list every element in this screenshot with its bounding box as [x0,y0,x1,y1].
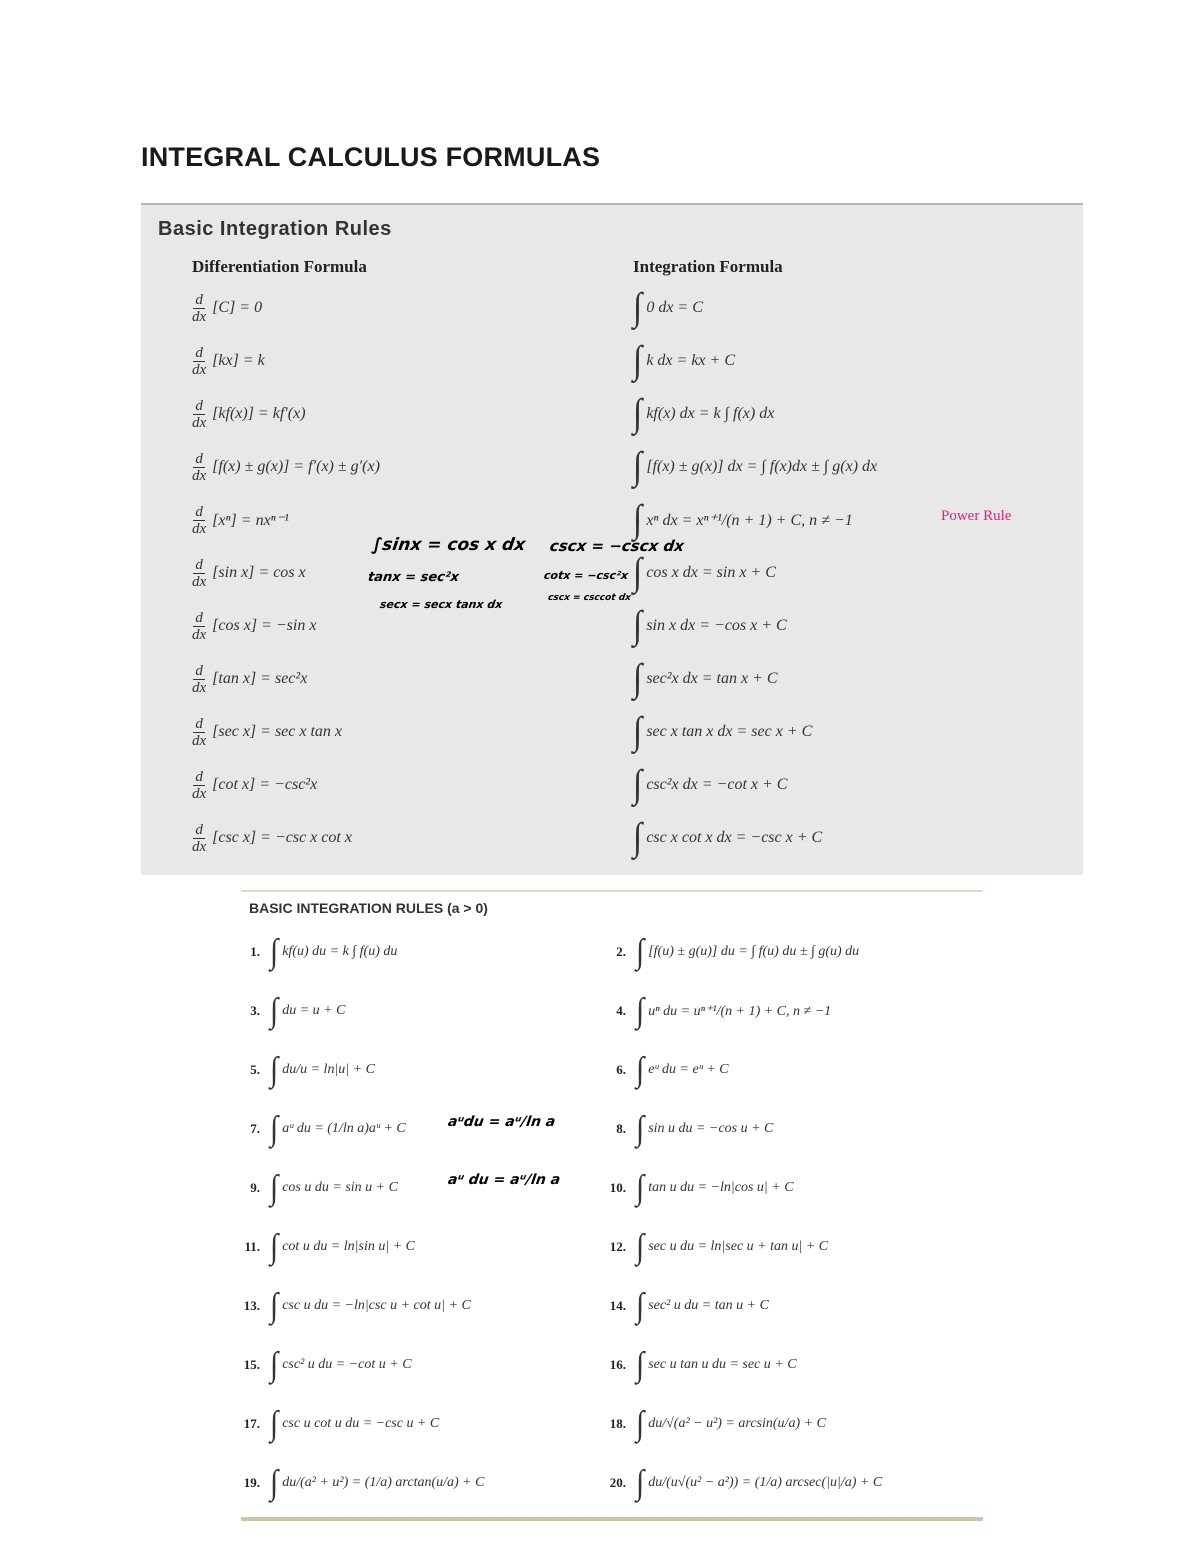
rule-formula: sec² u du = tan u + C [648,1298,769,1313]
integral-sign: ∫ [633,710,643,753]
derivative-expression: [C] = 0 [212,299,263,316]
derivative-expression: [f(x) ± g(x)] = f′(x) ± g′(x) [212,458,380,475]
integration-rule [232,1282,471,1330]
rule-number: 18. [609,1416,626,1431]
integral-sign: ∫ [633,445,643,488]
integration-rule [232,928,397,976]
panel-heading: Basic Integration Rules [158,218,392,240]
differentiation-column-header: Differentiation Formula [192,257,367,276]
integral-sign: ∫ [636,932,645,971]
integral-sign: ∫ [270,932,279,971]
integration-rule [232,1105,406,1153]
derivative-expression: [cos x] = −sin x [212,617,317,634]
integral-formula [633,603,787,649]
derivative-expression: [cot x] = −csc²x [212,776,318,793]
integration-rule [232,1046,375,1094]
integral-formula [633,285,703,331]
integral-formula [633,815,822,861]
divider [241,890,983,892]
integration-rule [598,1400,826,1448]
rule-formula: cot u du = ln|sin u| + C [282,1239,415,1254]
integral-sign: ∫ [270,991,279,1030]
integral-sign: ∫ [633,816,643,859]
integration-rule [232,1400,439,1448]
derivative-formula [190,338,265,384]
rule-formula: du/(a² + u²) = (1/a) arctan(u/a) + C [282,1475,485,1490]
integral-expression: [f(x) ± g(x)] dx = ∫ f(x)dx ± ∫ g(x) dx [646,458,878,475]
rule-formula: sec u tan u du = sec u + C [648,1357,797,1372]
d-dx-operator: $\frac{d}{dx}$ [192,609,207,643]
d-dx-operator: $\frac{d}{dx}$ [192,662,207,696]
rule-formula: csc² u du = −cot u + C [282,1357,412,1372]
integral-expression: sec x tan x dx = sec x + C [646,723,813,740]
derivative-formula [190,709,342,755]
derivative-formula [190,603,316,649]
rule-number: 11. [244,1239,260,1254]
d-dx-operator: $\frac{d}{dx}$ [192,503,207,537]
integral-formula [633,338,735,384]
power-rule-label: Power Rule [941,508,1012,524]
integral-expression: xⁿ dx = xⁿ⁺¹/(n + 1) + C, n ≠ −1 [646,512,853,529]
integral-formula [633,550,776,596]
handwritten-note: ∫sinx = cos x dx [370,535,527,555]
rule-number: 17. [243,1416,260,1431]
divider [241,1517,983,1521]
integral-sign: ∫ [270,1345,279,1384]
handwritten-note: secx = secx tanx dx [379,598,504,611]
rule-formula: csc u cot u du = −csc u + C [282,1416,440,1431]
rule-number: 16. [609,1357,626,1372]
integral-expression: sin x dx = −cos x + C [646,617,787,634]
derivative-formula [190,391,306,437]
derivative-expression: [kf(x)] = kf′(x) [212,405,306,422]
derivative-formula [190,815,352,861]
integral-sign: ∫ [636,1227,645,1266]
rule-formula: du/(u√(u² − a²)) = (1/a) arcsec(|u|/a) + C [648,1475,883,1490]
integral-sign: ∫ [636,1404,645,1443]
derivative-expression: [sec x] = sec x tan x [212,723,343,740]
derivative-expression: [kx] = k [212,352,265,369]
derivative-expression: [xⁿ] = nxⁿ⁻¹ [212,512,289,529]
rule-formula: cos u du = sin u + C [282,1180,398,1195]
integral-sign: ∫ [636,1286,645,1325]
integral-sign: ∫ [636,1168,645,1207]
rule-number: 15. [243,1357,260,1372]
page-title: INTEGRAL CALCULUS FORMULAS [141,142,601,172]
derivative-formula [190,762,317,808]
integral-expression: k dx = kx + C [646,352,735,369]
rule-formula: sec u du = ln|sec u + tan u| + C [648,1239,829,1254]
rules-heading: BASIC INTEGRATION RULES (a > 0) [249,900,488,916]
d-dx-operator: $\frac{d}{dx}$ [192,344,207,378]
derivative-formula [190,656,307,702]
integration-rule [598,928,859,976]
d-dx-operator: $\frac{d}{dx}$ [192,291,207,325]
integral-expression: csc²x dx = −cot x + C [646,776,788,793]
rule-number: 19. [243,1475,260,1490]
integral-sign: ∫ [633,551,643,594]
integral-sign: ∫ [270,1404,279,1443]
handwritten-note: cotx = −csc²x [543,569,629,582]
derivative-expression: [sin x] = cos x [212,564,306,581]
integral-expression: sec²x dx = tan x + C [646,670,778,687]
integration-rule [598,1282,769,1330]
rule-formula: [f(u) ± g(u)] du = ∫ f(u) du ± ∫ g(u) du [648,944,860,959]
rule-number: 20. [609,1475,626,1490]
rule-formula: du/u = ln|u| + C [282,1062,375,1077]
rule-number: 13. [243,1298,260,1313]
rule-number: 14. [609,1298,626,1313]
integration-rule [598,1223,828,1271]
d-dx-operator: $\frac{d}{dx}$ [192,821,207,855]
integral-formula [633,656,778,702]
rule-number: 7. [250,1121,260,1136]
rule-formula: du = u + C [282,1003,346,1018]
d-dx-operator: $\frac{d}{dx}$ [192,768,207,802]
integral-expression: csc x cot x dx = −csc x + C [646,829,823,846]
d-dx-operator: $\frac{d}{dx}$ [192,397,207,431]
integral-sign: ∫ [633,498,643,541]
integration-rule [232,1341,412,1389]
integration-rule [598,1105,773,1153]
integral-sign: ∫ [636,1345,645,1384]
rule-formula: kf(u) du = k ∫ f(u) du [282,944,398,959]
rule-formula: aᵘ du = (1/ln a)aᵘ + C [282,1121,406,1136]
derivative-formula [190,497,289,543]
derivative-formula [190,550,306,596]
integral-formula [633,444,877,490]
rule-formula: tan u du = −ln|cos u| + C [648,1180,794,1195]
integration-rule [232,1164,398,1212]
handwritten-note: aᵘ du = aᵘ/ln a [446,1172,562,1188]
derivative-formula [190,444,380,490]
integral-sign: ∫ [636,1050,645,1089]
integral-expression: kf(x) dx = k ∫ f(x) dx [646,405,775,422]
integral-sign: ∫ [270,1109,279,1148]
rule-number: 12. [609,1239,626,1254]
integral-formula [633,709,812,755]
integration-rule [598,1341,797,1389]
integral-sign: ∫ [636,1109,645,1148]
integral-expression: cos x dx = sin x + C [646,564,776,581]
integration-rule [232,1459,484,1507]
rule-number: 6. [616,1062,626,1077]
integration-column-header: Integration Formula [633,257,783,276]
integral-sign: ∫ [633,657,643,700]
integration-rule [598,1046,729,1094]
rule-number: 2. [616,944,626,959]
integral-formula [633,762,787,808]
rule-formula: sin u du = −cos u + C [648,1121,774,1136]
integral-sign: ∫ [633,392,643,435]
integral-sign: ∫ [270,1168,279,1207]
handwritten-note: cscx = −cscx dx [548,537,686,555]
rule-formula: csc u du = −ln|csc u + cot u| + C [282,1298,471,1313]
rule-number: 1. [250,944,260,959]
integral-sign: ∫ [270,1286,279,1325]
rule-number: 8. [616,1121,626,1136]
handwritten-note: aᵘdu = aᵘ/ln a [446,1114,557,1130]
derivative-expression: [tan x] = sec²x [212,670,308,687]
handwritten-note: tanx = sec²x [366,570,460,585]
integral-sign: ∫ [633,286,643,329]
rule-number: 3. [250,1003,260,1018]
integration-rule [232,987,345,1035]
integral-sign: ∫ [270,1227,279,1266]
derivative-expression: [csc x] = −csc x cot x [212,829,352,846]
integral-sign: ∫ [636,991,645,1030]
integration-rule [232,1223,415,1271]
integral-sign: ∫ [270,1050,279,1089]
integral-expression: 0 dx = C [646,299,703,316]
rule-number: 5. [250,1062,260,1077]
rule-formula: uⁿ du = uⁿ⁺¹/(n + 1) + C, n ≠ −1 [648,1003,832,1019]
d-dx-operator: $\frac{d}{dx}$ [192,715,207,749]
integral-sign: ∫ [633,763,643,806]
integration-rule [598,1164,794,1212]
integration-rule [598,1459,882,1507]
d-dx-operator: $\frac{d}{dx}$ [192,450,207,484]
d-dx-operator: $\frac{d}{dx}$ [192,556,207,590]
derivative-formula [190,285,262,331]
rule-number: 4. [616,1003,626,1018]
integral-formula [633,391,774,437]
integral-sign: ∫ [633,339,643,382]
rule-formula: eᵘ du = eᵘ + C [648,1062,729,1077]
rule-formula: du/√(a² − u²) = arcsin(u/a) + C [648,1416,826,1431]
integration-rule [598,987,831,1035]
handwritten-note: cscx = csccot dx [547,593,632,603]
integral-sign: ∫ [633,604,643,647]
rule-number: 10. [609,1180,626,1195]
integral-sign: ∫ [270,1463,279,1502]
integral-sign: ∫ [636,1463,645,1502]
rule-number: 9. [250,1180,260,1195]
